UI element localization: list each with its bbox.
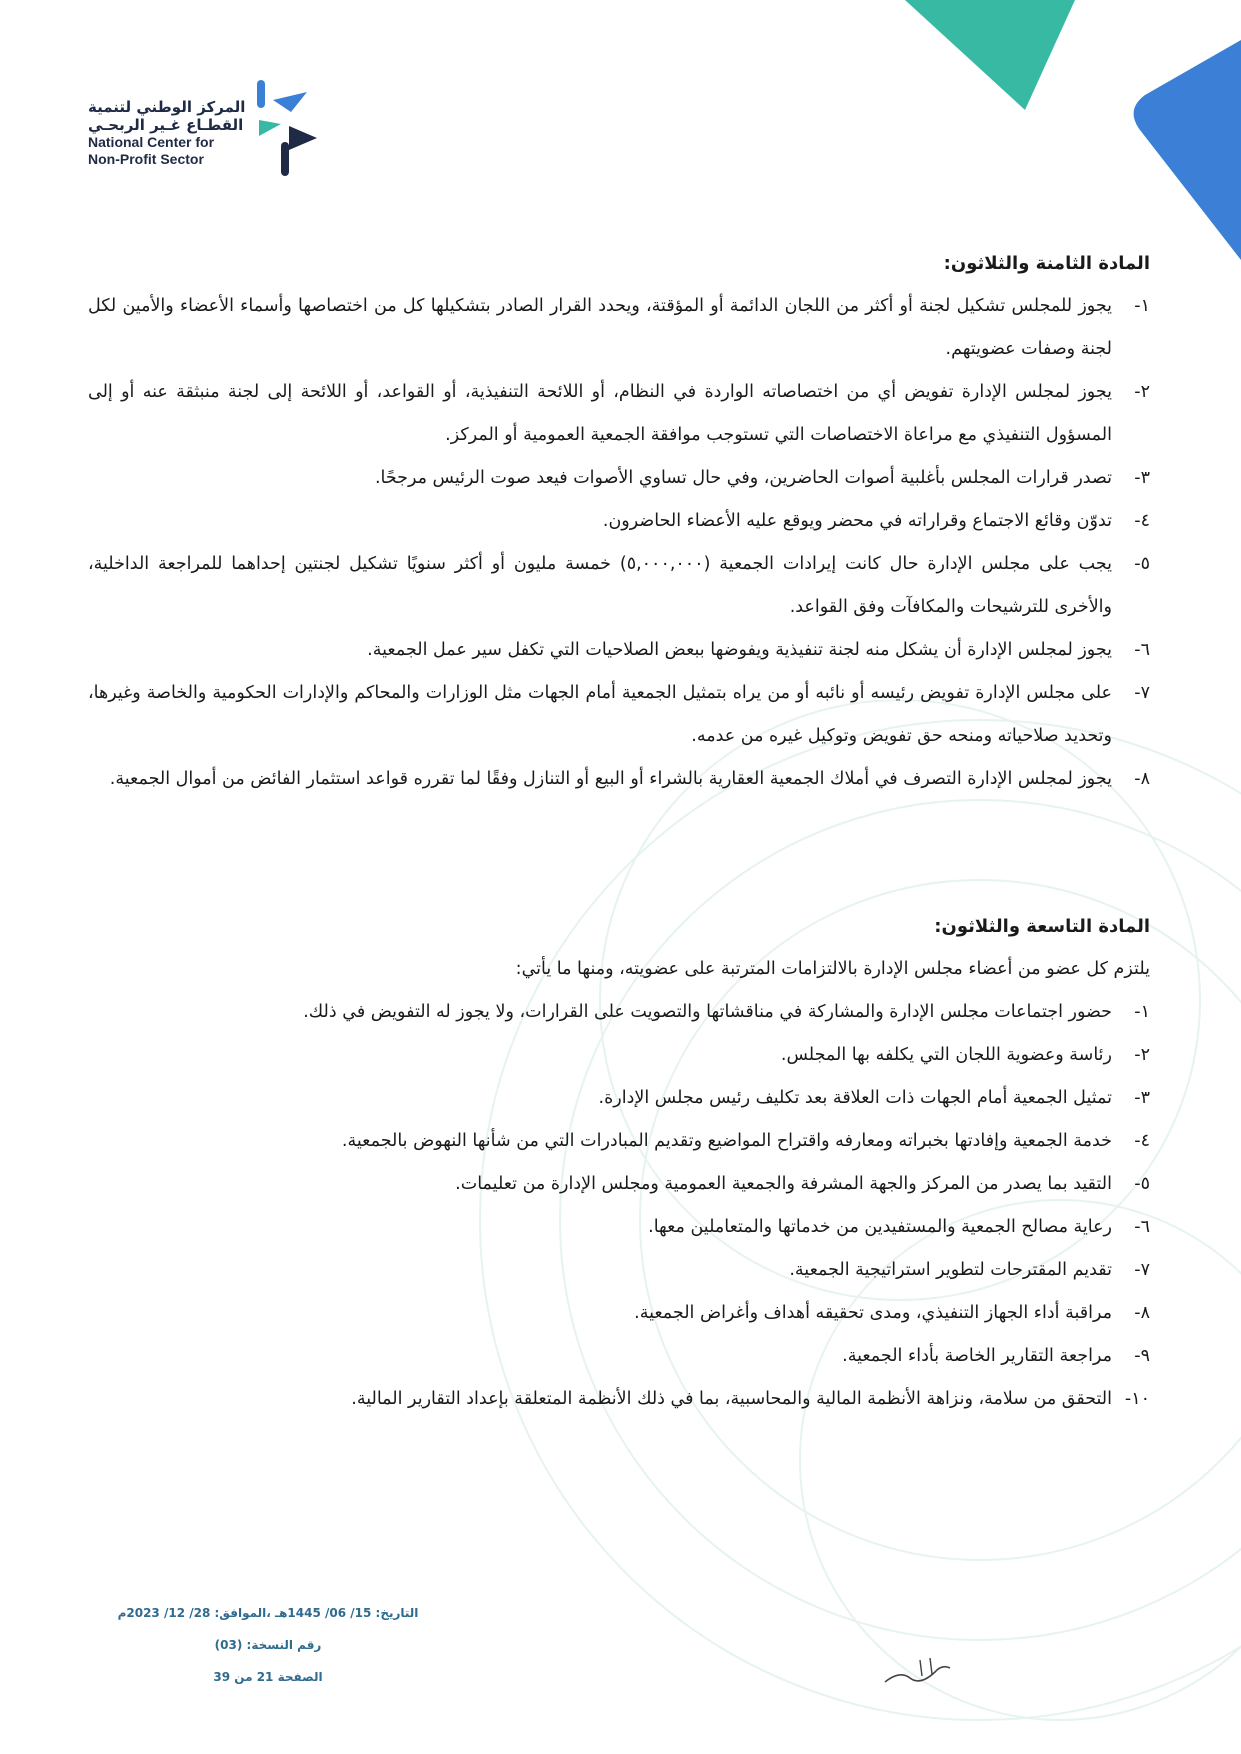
item-text: تمثيل الجمعية أمام الجهات ذات العلاقة بعد تكليف رئيس مجلس الإدارة. xyxy=(598,1088,1112,1108)
item-number: ١٠- xyxy=(1124,1389,1150,1409)
item-text: يجوز لمجلس الإدارة أن يشكل منه لجنة تنفيذية ويفوضها ببعض الصلاحيات التي تكفل سير عمل الجمعية. xyxy=(367,640,1112,660)
organization-logo xyxy=(88,76,328,186)
item-text: يجب على مجلس الإدارة حال كانت إيرادات الجمعية (٥,٠٠٠,٠٠٠) خمسة مليون أو أكثر سنويًا تشكيل لجنتين إحداهما للمراجعة الداخلية، والأخرى للترشيحات والمكافآت وفق القواعد. xyxy=(88,554,1112,617)
item-number: ٨- xyxy=(1134,1303,1150,1323)
right-corner-decoration xyxy=(1120,40,1241,260)
list-item xyxy=(88,285,1150,371)
item-text: يجوز لمجلس الإدارة تفويض أي من اختصاصاته الواردة في النظام، أو اللائحة التنفيذية، أو القواعد، أو اللائحة إلى لجنة منبثقة عنه أو إلى المسؤول التنفيذي مع مراعاة الاختصاصات التي تستوجب موافقة الجمعية العمومية أو المركز. xyxy=(88,382,1112,445)
item-text: حضور اجتماعات مجلس الإدارة والمشاركة في مناقشاتها والتصويت على القرارات، ولا يجوز له التفويض في ذلك. xyxy=(303,1002,1112,1022)
item-number: ٧- xyxy=(1134,1260,1150,1280)
item-number: ٤- xyxy=(1134,511,1150,531)
list-item xyxy=(88,991,1150,1034)
article-39 xyxy=(88,905,1150,1421)
list-item xyxy=(88,1335,1150,1378)
list-item xyxy=(88,1292,1150,1335)
logo-mark-icon xyxy=(253,80,323,180)
item-number: ٢- xyxy=(1134,1045,1150,1065)
list-item xyxy=(88,1378,1150,1421)
list-item xyxy=(88,371,1150,457)
item-number: ٤- xyxy=(1134,1131,1150,1151)
list-item xyxy=(88,1077,1150,1120)
item-number: ٢- xyxy=(1134,382,1150,402)
list-item xyxy=(88,1120,1150,1163)
logo-name-ar-2: القطـاع غـير الربحـي xyxy=(88,116,244,134)
item-text: تصدر قرارات المجلس بأغلبية أصوات الحاضرين، وفي حال تساوي الأصوات فيعد صوت الرئيس مرجحًا. xyxy=(374,468,1112,488)
item-text: تدوّن وقائع الاجتماع وقراراته في محضر ويوقع عليه الأعضاء الحاضرون. xyxy=(602,511,1112,531)
footer-page-number: الصفحة 21 من 39 xyxy=(213,1670,323,1684)
item-text: تقديم المقترحات لتطوير استراتيجية الجمعية. xyxy=(789,1260,1112,1280)
item-number: ٥- xyxy=(1134,1174,1150,1194)
top-corner-decoration xyxy=(905,0,1075,110)
item-text: مراقبة أداء الجهاز التنفيذي، ومدى تحقيقه أهداف وأغراض الجمعية. xyxy=(634,1303,1112,1323)
list-item xyxy=(88,1034,1150,1077)
item-number: ٦- xyxy=(1134,640,1150,660)
item-number: ٦- xyxy=(1134,1217,1150,1237)
item-number: ٧- xyxy=(1134,683,1150,703)
footer-version: رقم النسخة: (03) xyxy=(214,1638,322,1652)
article-39-title: المادة التاسعة والثلاثون: xyxy=(934,916,1150,937)
list-item xyxy=(88,457,1150,500)
item-text: مراجعة التقارير الخاصة بأداء الجمعية. xyxy=(842,1346,1112,1366)
item-number: ٣- xyxy=(1134,1088,1150,1108)
item-number: ١- xyxy=(1134,296,1150,316)
footer-date: التاريخ: 15/ 06/ 1445هـ ،الموافق: 28/ 12/ 2023م xyxy=(117,1606,419,1620)
list-item xyxy=(88,672,1150,758)
list-item xyxy=(88,1206,1150,1249)
list-item xyxy=(88,1163,1150,1206)
item-number: ٩- xyxy=(1134,1346,1150,1366)
item-number: ٣- xyxy=(1134,468,1150,488)
item-number: ٥- xyxy=(1134,554,1150,574)
item-text: رعاية مصالح الجمعية والمستفيدين من خدماتها والمتعاملين معها. xyxy=(648,1217,1112,1237)
list-item xyxy=(88,543,1150,629)
list-item xyxy=(88,629,1150,672)
article-39-intro: يلتزم كل عضو من أعضاء مجلس الإدارة بالالتزامات المترتبة على عضويته، ومنها ما يأتي: xyxy=(515,959,1150,979)
item-text: رئاسة وعضوية اللجان التي يكلفه بها المجلس. xyxy=(780,1045,1112,1065)
logo-text xyxy=(88,98,246,168)
item-number: ٨- xyxy=(1134,769,1150,789)
item-text: خدمة الجمعية وإفادتها بخبراته ومعارفه واقتراح المواضيع وتقديم المبادرات التي من شأنها النهوض بالجمعية. xyxy=(341,1131,1112,1151)
handwritten-signature xyxy=(880,1650,960,1690)
item-text: يجوز للمجلس تشكيل لجنة أو أكثر من اللجان الدائمة أو المؤقتة، ويحدد القرار الصادر بتشكيلها كل من اختصاصها وأسماء الأعضاء والأمين لكل لجنة وصفات عضويتهم. xyxy=(88,296,1112,359)
article-38-title: المادة الثامنة والثلاثون: xyxy=(943,253,1150,274)
logo-name-ar-1: المركز الوطني لتنمية xyxy=(88,98,246,116)
list-item xyxy=(88,500,1150,543)
item-text: يجوز لمجلس الإدارة التصرف في أملاك الجمعية العقارية بالشراء أو البيع أو التنازل وفقًا لما تقرره قواعد استثمار الفائض من أموال الجمعية. xyxy=(109,769,1112,789)
item-text: على مجلس الإدارة تفويض رئيسه أو نائبه أو من يراه بتمثيل الجمعية أمام الجهات مثل الوزارات والمحاكم والإدارات الحكومية والخاصة وغيرها، وتحديد صلاحياته ومنحه حق تفويض وتوكيل غيره من عدمه. xyxy=(88,683,1112,746)
item-text: التحقق من سلامة، ونزاهة الأنظمة المالية والمحاسبية، بما في ذلك الأنظمة المتعلقة بإعداد التقارير المالية. xyxy=(351,1389,1112,1409)
article-38 xyxy=(88,242,1150,801)
logo-name-en-2: Non-Profit Sector xyxy=(88,151,204,167)
item-text: التقيد بما يصدر من المركز والجهة المشرفة والجمعية العمومية ومجلس الإدارة من تعليمات. xyxy=(455,1174,1112,1194)
list-item xyxy=(88,1249,1150,1292)
item-number: ١- xyxy=(1134,1002,1150,1022)
list-item xyxy=(88,758,1150,801)
logo-name-en-1: National Center for xyxy=(88,134,215,150)
page-footer xyxy=(88,1606,448,1702)
